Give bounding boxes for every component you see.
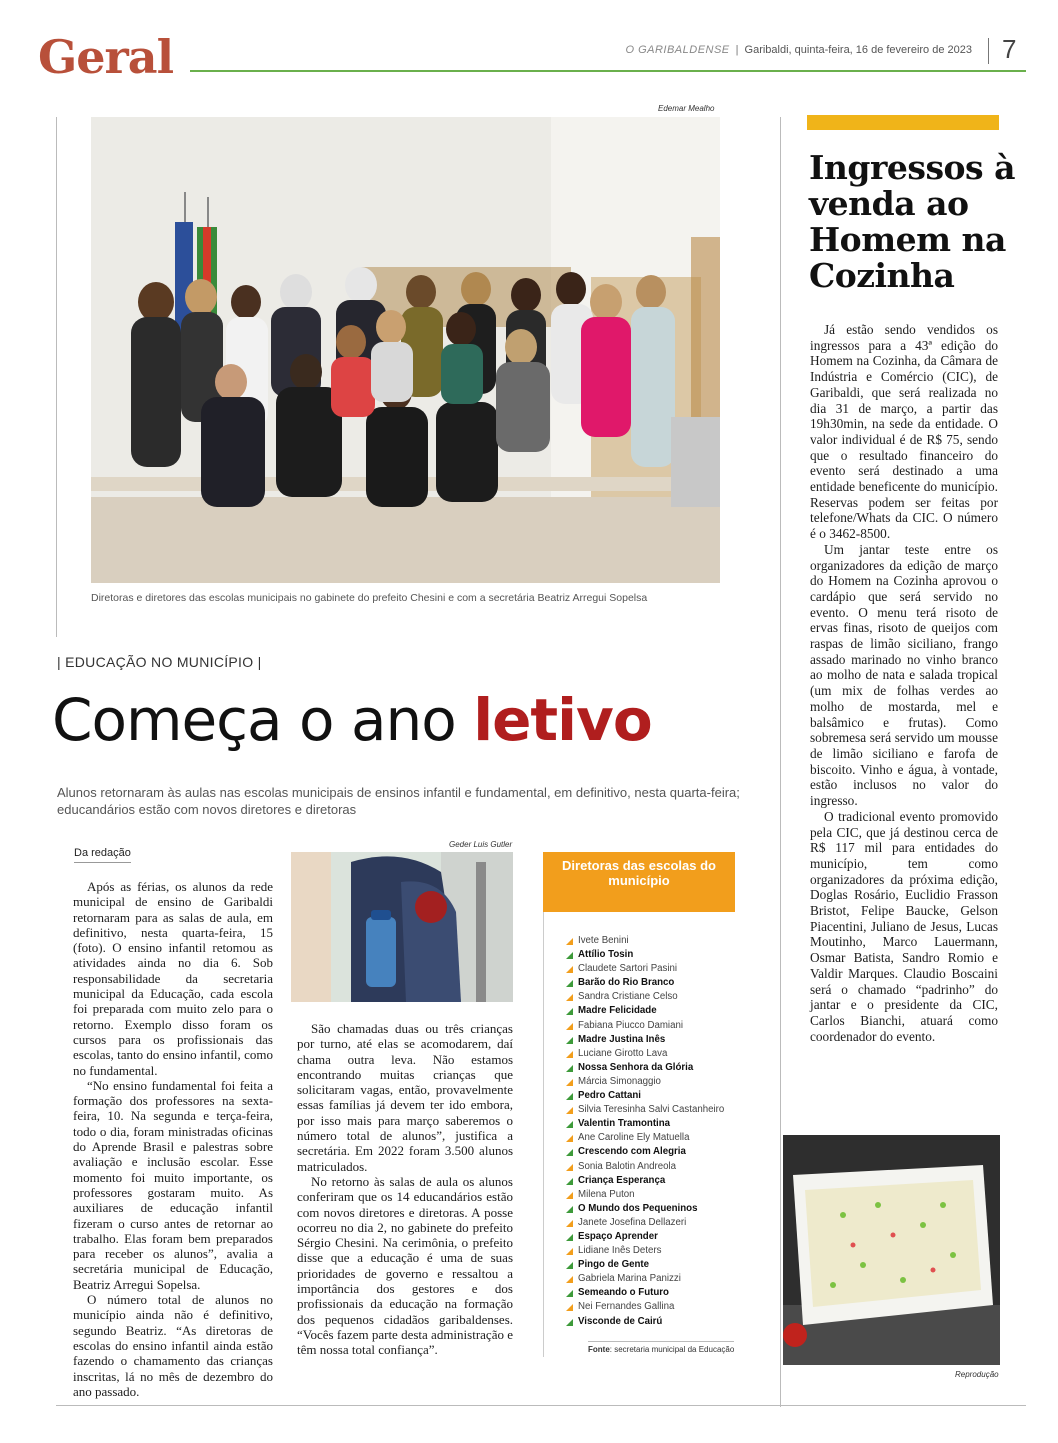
triangle-bullet-icon [566,1276,573,1283]
director-name [566,1131,741,1145]
school-name [566,1230,741,1244]
list-item-label: Visconde de Cairú [578,1315,663,1327]
article-headline [52,686,652,754]
sidebar-title: Diretoras das escolas do município [543,852,735,912]
side-story-headline: Ingressos à venda ao Homem na Cozinha [809,148,1016,295]
list-item-label: Valentin Tramontina [578,1118,671,1130]
triangle-bullet-icon [566,1008,573,1015]
triangle-bullet-icon [566,1093,573,1100]
group-photo [91,117,720,583]
triangle-bullet-icon [566,1290,573,1297]
risotto-illustration [783,1135,1000,1365]
schools-list [566,934,741,1329]
dateline: Garibaldi, quinta-feira, 16 de fevereiro de 2023 [744,44,972,56]
school-name [566,1174,741,1188]
column-rule-left [56,117,57,637]
triangle-bullet-icon [566,980,573,987]
triangle-bullet-icon [566,1107,573,1114]
main-photo-caption: Diretoras e diretores das escolas municipais no gabinete do prefeito Chesini e com a secretária Beatriz Arregui Sopelsa [91,592,648,604]
triangle-bullet-icon [566,994,573,1001]
director-name [566,1300,741,1314]
triangle-bullet-icon [566,1023,573,1030]
school-name [566,1089,741,1103]
page-number-separator [988,38,989,64]
article-subhead: Alunos retornaram às aulas nas escolas municipais de ensinos infantil e fundamental, em definitivo, nesta quarta-feira; educandários estão com novos diretores e diretoras [57,785,740,817]
paragraph: O tradicional evento promovido pela CIC, que já destinou cerca de R$ 117 mil para entidades do município, tem como organizadores da próxima edição, Doglas Rosário, Euclidio Frasson Bristot, Felipe Baucke, Gelson Piacentini, Juliano de Jesus, Lucas Moutinho, Marco Lauermann, Osmar Batista, Sandro Romio e Valdir Marques. Claudio Boscaini será o chamado “padrinho” do jantar e o presidente da CIC, Carlos Bianchi, atuará como coordenador do evento. [810,808,998,1044]
director-name [566,990,741,1004]
triangle-bullet-icon [566,1037,573,1044]
list-item-label: Barão do Rio Branco [578,977,675,989]
source-text: : secretaria municipal da Educação [609,1345,735,1354]
triangle-bullet-icon [566,1121,573,1128]
triangle-bullet-icon [566,1051,573,1058]
school-name [566,976,741,990]
director-name [566,1160,741,1174]
triangle-bullet-icon [566,952,573,959]
triangle-bullet-icon [566,938,573,945]
sidebar-rule [543,912,544,1357]
director-name [566,1103,741,1117]
risotto-photo-credit: Reprodução [955,1370,999,1379]
director-name [566,1075,741,1089]
school-name [566,1033,741,1047]
list-item-label: Ane Caroline Ely Matuella [578,1132,690,1144]
header-rule [190,70,1026,72]
triangle-bullet-icon [566,1248,573,1255]
list-item-label: Sandra Cristiane Celso [578,991,678,1003]
section-title: Geral [38,30,174,84]
triangle-bullet-icon [566,1206,573,1213]
school-name [566,1061,741,1075]
director-name [566,1244,741,1258]
school-name [566,1145,741,1159]
paragraph: São chamadas duas ou três crianças por turno, até elas se acomodarem, daí chama outra leva. Não estamos encontrando muitas crianças que solicitaram vagas, então, provavelmente essas famílias já devem ter ido embora, por isso mais para março saberemos o número total de alunos”, justifica a secretária. Em 2022 foram 3.500 alunos matriculados. [297,1021,513,1174]
list-item-label: Janete Josefina Dellazeri [578,1216,687,1228]
article-column-1 [73,879,273,1399]
list-item-label: Crescendo com Alegria [578,1146,686,1158]
school-name [566,1286,741,1300]
article-column-2 [297,1021,513,1358]
list-item-label: Claudete Sartori Pasini [578,963,678,975]
list-item-label: Silvia Teresinha Salvi Castanheiro [578,1104,725,1116]
triangle-bullet-icon [566,1234,573,1241]
small-photo-credit: Geder Luis Gutler [449,840,513,849]
triangle-bullet-icon [566,966,573,973]
list-item-label: Márcia Simonaggio [578,1075,661,1087]
director-name [566,1216,741,1230]
header-dateline [625,44,972,56]
triangle-bullet-icon [566,1319,573,1326]
triangle-bullet-icon [566,1135,573,1142]
paragraph: O número total de alunos no município ainda não é definitivo, segundo Beatriz. “As diretoras de escolas do ensino infantil ainda estão fazendo o chamamento das crianças inscritas, lá no mês de dezembro do ano passado. [73,1292,273,1399]
school-name [566,1202,741,1216]
list-item-label: Criança Esperança [578,1174,666,1186]
triangle-bullet-icon [566,1164,573,1171]
triangle-bullet-icon [566,1079,573,1086]
list-item-label: Nossa Senhora da Glória [578,1061,694,1073]
paragraph: No retorno às salas de aula os alunos conferiram que os 14 educandários estão com novos diretores e diretoras. A posse ocorreu no dia 2, no gabinete do prefeito Sérgio Chesini. Na cerimônia, o prefeito disse que a educação é uma de suas prioridades de governo e ressaltou a importância dos gestores e dos profissionais da educação na formação dos pequenos cidadãos garibaldenses. “Vocês fazem parte desta administração e têm nossa total confiança”. [297,1173,513,1358]
paragraph: “No ensino fundamental foi feita a formação dos professores na sexta-feira, 10. Na segunda e terça-feira, todo o dia, foram ministradas oficinas do Aprende Brasil e palestras sobre avaliação e inclusão escolar. Esse momento foi muito importante, os professores gostaram muito. As auxiliares de educação infantil fizeram o curso antes de retornar ao trabalho. Elas foram bem preparados para receber os alunos”, avalia a secretária municipal de Educação, Beatriz Arregui Sopelsa. [73,1077,273,1292]
list-item-label: Milena Puton [578,1188,635,1200]
paragraph: Após as férias, os alunos da rede municipal de ensino de Garibaldi retornaram para as salas de aula, em definitivo, nesta quarta-feira, 15 (foto). O ensino infantil retomou as atividades ainda no dia 6. Sob responsabilidade da secretaria municipal da Educação, cada escola foi preparada com muito zelo para o retorno. Exemplo disso foram os cursos para os profissionais das escolas, tanto do ensino infantil, como no fundamental. [73,879,273,1078]
list-item-label: Fabiana Piucco Damiani [578,1019,684,1031]
school-name [566,1315,741,1329]
paragraph: Já estão sendo vendidos os ingressos para a 43ª edição do Homem na Cozinha, da Câmara de Indústria e Comércio (CIC), de Garibaldi, que será realizada no dia 31 de março, a partir das 19h30min, na sede da entidade. O valor individual é de R$ 75, sendo que o resultado financeiro do evento será destinado a uma entidade beneficente do município. Reservas podem ser feitas por telefone/Whats da CIC. O número é o 3462-8500. [810,322,998,542]
risotto-photo [783,1135,1000,1365]
column-rule-right [780,117,781,1407]
newspaper-name: O GARIBALDENSE [625,44,730,56]
story-accent-bar [807,115,999,130]
list-item-label: Sonia Balotin Andreola [578,1160,677,1172]
list-item-label: Gabriela Marina Panizzi [578,1273,681,1285]
director-name [566,1019,741,1033]
sidebar-source [588,1345,734,1354]
source-label: Fonte [588,1345,610,1354]
paragraph: Um jantar teste entre os organizadores da edição de março do Homem na Cozinha aprovou o cardápio que será servido no evento. O menu terá risoto de ervas finas, risoto de queijos com raspas de limão siciliano, frango assado marinado no vinho branco ao molho de nata e salada tropical (um mix de folhas verdes ao molho de mostarda, mel e balsâmico e frutas). Como sobremesa será servido um mousse de limão siciliano e farofa de biscoito. Vinho e água, à vontade, estão inclusos no valor do ingresso. [810,541,998,809]
group-photo-illustration [91,117,720,583]
list-item-label: Madre Felicidade [578,1005,657,1017]
main-photo-credit: Edemar Mealho [658,104,715,113]
list-item-label: Ivete Benini [578,935,629,946]
list-item-label: Pingo de Gente [578,1259,650,1271]
byline: Da redação [74,847,131,863]
triangle-bullet-icon [566,1149,573,1156]
list-item-label: Madre Justina Inês [578,1033,666,1045]
source-rule [588,1341,734,1342]
triangle-bullet-icon [566,1065,573,1072]
list-item-label: Semeando o Futuro [578,1287,669,1299]
list-item-label: Attílio Tosin [578,949,634,961]
article-kicker: | EDUCAÇÃO NO MUNICÍPIO | [57,654,262,670]
backpack-photo [291,852,513,1002]
school-name [566,1117,741,1131]
director-name [566,1272,741,1286]
triangle-bullet-icon [566,1192,573,1199]
list-item-label: Luciane Girotto Lava [578,1047,668,1059]
backpack-illustration [291,852,513,1002]
school-name [566,1004,741,1018]
list-item-label: Espaço Aprender [578,1230,658,1242]
page-bottom-rule [56,1405,1026,1406]
header-separator: | [735,44,739,56]
school-name [566,1258,741,1272]
director-name [566,1047,741,1061]
list-item-label: Nei Fernandes Gallina [578,1301,675,1313]
triangle-bullet-icon [566,1262,573,1269]
side-story-body [810,322,998,1044]
list-item-label: Pedro Cattani [578,1090,641,1102]
triangle-bullet-icon [566,1304,573,1311]
list-item-label: O Mundo dos Pequeninos [578,1202,698,1214]
triangle-bullet-icon [566,1220,573,1227]
list-item-label: Lidiane Inês Deters [578,1245,662,1257]
headline-text: Começa o ano [52,686,474,754]
school-name [566,948,741,962]
director-name [566,934,741,948]
headline-accent: letivo [473,686,652,754]
director-name [566,1188,741,1202]
director-name [566,962,741,976]
triangle-bullet-icon [566,1178,573,1185]
page-number: 7 [1002,34,1017,64]
